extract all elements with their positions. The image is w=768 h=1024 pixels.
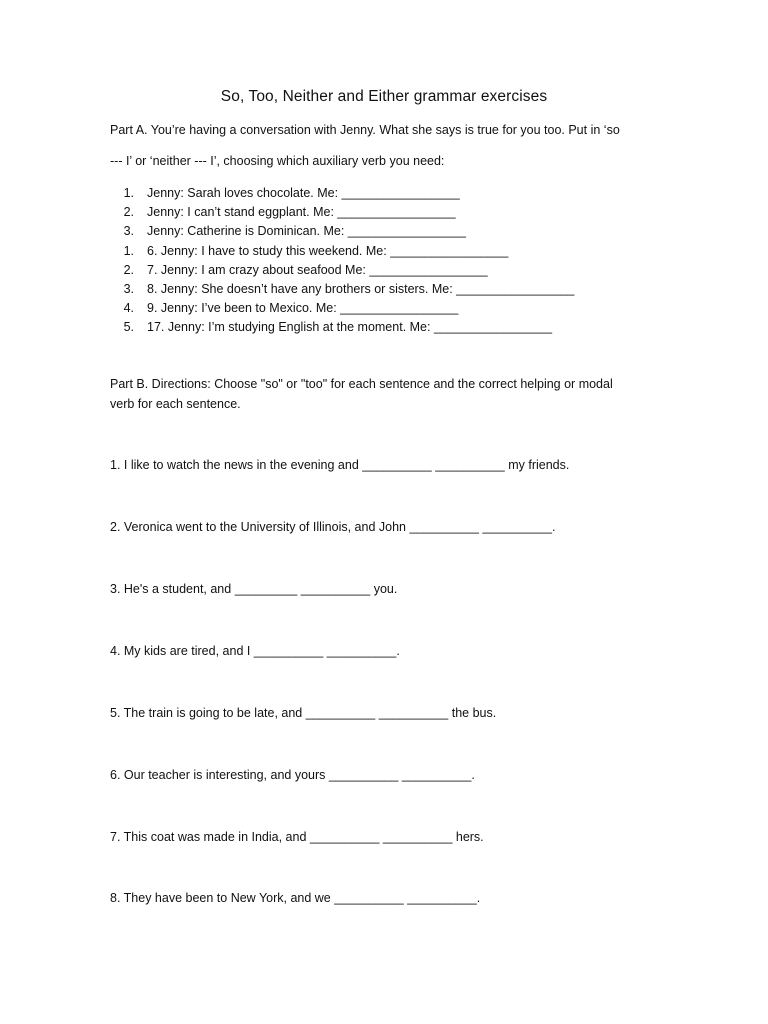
list-item-number: 1.	[123, 186, 134, 200]
part-a-list	[110, 184, 574, 338]
exercise-sentence-7: 7. This coat was made in India, and __________ __________ hers.	[110, 830, 484, 844]
exercise-sentence-5: 5. The train is going to be late, and __________ __________ the bus.	[110, 706, 497, 720]
list-item-number: 4.	[123, 301, 134, 316]
list-item	[110, 184, 574, 203]
page-title: So, Too, Neither and Either grammar exercises	[220, 88, 548, 105]
exercise-sentence-3: 3. He's a student, and _________ __________ you.	[110, 582, 398, 596]
list-item-text: 9. Jenny: I’ve been to Mexico. Me: _________________	[147, 301, 459, 316]
list-item-text: 7. Jenny: I am crazy about seafood Me: _________________	[147, 262, 488, 277]
list-item-text: 8. Jenny: She doesn’t have any brothers or sisters. Me: _________________	[147, 281, 575, 296]
list-item-number: 3.	[123, 281, 134, 296]
list-item	[110, 261, 574, 280]
list-item	[110, 242, 574, 261]
part-a-intro-line-2: --- I’ or ‘neither --- I’, choosing which auxiliary verb you need:	[110, 154, 445, 168]
part-b-intro-line-2: verb for each sentence.	[110, 397, 241, 411]
exercise-sentence-2: 2. Veronica went to the University of Illinois, and John __________ __________.	[110, 520, 556, 534]
exercise-sentence-6: 6. Our teacher is interesting, and yours __________ __________.	[110, 768, 475, 782]
exercise-sentence-8: 8. They have been to New York, and we __________ __________.	[110, 891, 481, 905]
list-item-text: Jenny: Sarah loves chocolate. Me: _________________	[147, 186, 460, 200]
list-item-number: 1.	[123, 243, 134, 258]
list-item	[110, 299, 574, 318]
part-a-intro-line-1: Part A. You’re having a conversation with Jenny. What she says is true for you too. Put in ‘so	[110, 123, 620, 137]
exercise-sentence-4: 4. My kids are tired, and I __________ __________.	[110, 644, 400, 658]
list-item-text: Jenny: Catherine is Dominican. Me: _________________	[147, 224, 466, 239]
list-item-number: 5.	[123, 320, 134, 335]
list-item-number: 3.	[123, 224, 134, 239]
list-item-number: 2.	[123, 205, 134, 220]
exercise-sentence-1: 1. I like to watch the news in the evening and __________ __________ my friends.	[110, 458, 570, 472]
list-item-text: Jenny: I can’t stand eggplant. Me: _________________	[147, 205, 456, 220]
list-item-text: 6. Jenny: I have to study this weekend. Me: _________________	[147, 243, 509, 258]
list-item	[110, 280, 574, 299]
list-item	[110, 203, 574, 222]
list-item	[110, 318, 574, 337]
list-item-number: 2.	[123, 262, 134, 277]
list-item	[110, 222, 574, 241]
part-b-intro-line-1: Part B. Directions: Choose "so" or "too" for each sentence and the correct helping or modal	[110, 377, 613, 391]
list-item-text: 17. Jenny: I’m studying English at the moment. Me: _________________	[147, 320, 553, 335]
